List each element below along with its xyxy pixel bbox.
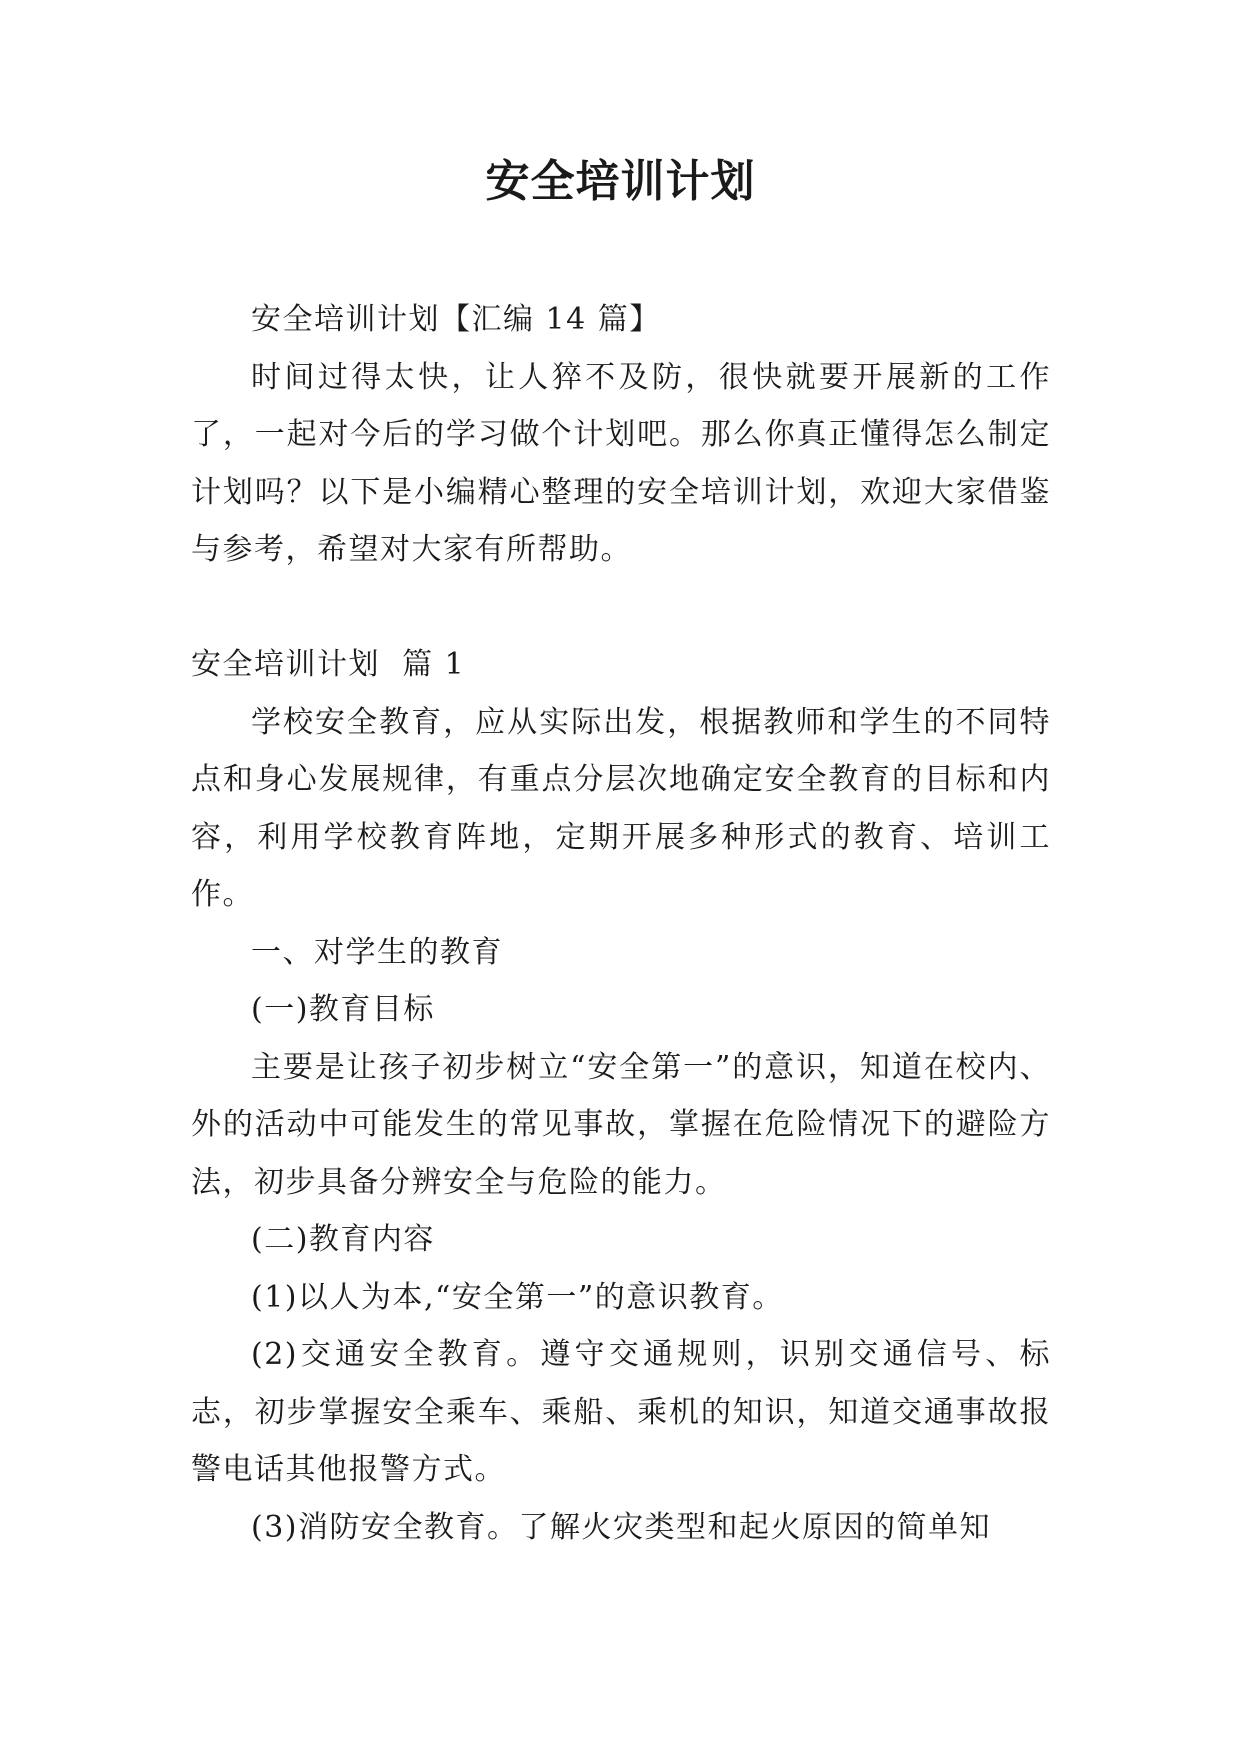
heading-level-2: (二)教育内容 [251, 1222, 435, 1257]
list-item: (1)以人为本,“安全第一”的意识教育。 [251, 1279, 784, 1315]
section-heading: 安全培训计划 篇 1 [191, 647, 466, 682]
heading-level-1: 一、对学生的教育 [251, 934, 503, 970]
list-item: (3)消防安全教育。了解火灾类型和起火原因的简单知 [251, 1509, 991, 1545]
document-body [191, 291, 1051, 1556]
list-item: (2)交通安全教育。遵守交通规则，识别交通信号、标志，初步掌握安全乘车、乘船、乘机的知识，知道交通事故报警电话其他报警方式。 [191, 1337, 1051, 1487]
body-paragraph: 主要是让孩子初步树立“安全第一”的意识，知道在校内、外的活动中可能发生的常见事故，掌握在危险情况下的避险方法，初步具备分辨安全与危险的能力。 [191, 1049, 1051, 1200]
document-title: 安全培训计划 [485, 156, 756, 207]
intro-paragraph: 时间过得太快，让人猝不及防，很快就要开展新的工作了，一起对今后的学习做个计划吧。那么你真正懂得怎么制定计划吗？以下是小编精心整理的安全培训计划，欢迎大家借鉴与参考，希望对大家有所帮助。 [191, 359, 1051, 567]
paragraph-gap [191, 579, 1051, 637]
document-subtitle: 安全培训计划【汇编 14 篇】 [251, 302, 661, 337]
heading-level-2: (一)教育目标 [251, 992, 435, 1027]
body-paragraph: 学校安全教育，应从实际出发，根据教师和学生的不同特点和身心发展规律，有重点分层次地确定安全教育的目标和内容，利用学校教育阵地，定期开展多种形式的教育、培训工作。 [191, 704, 1051, 912]
